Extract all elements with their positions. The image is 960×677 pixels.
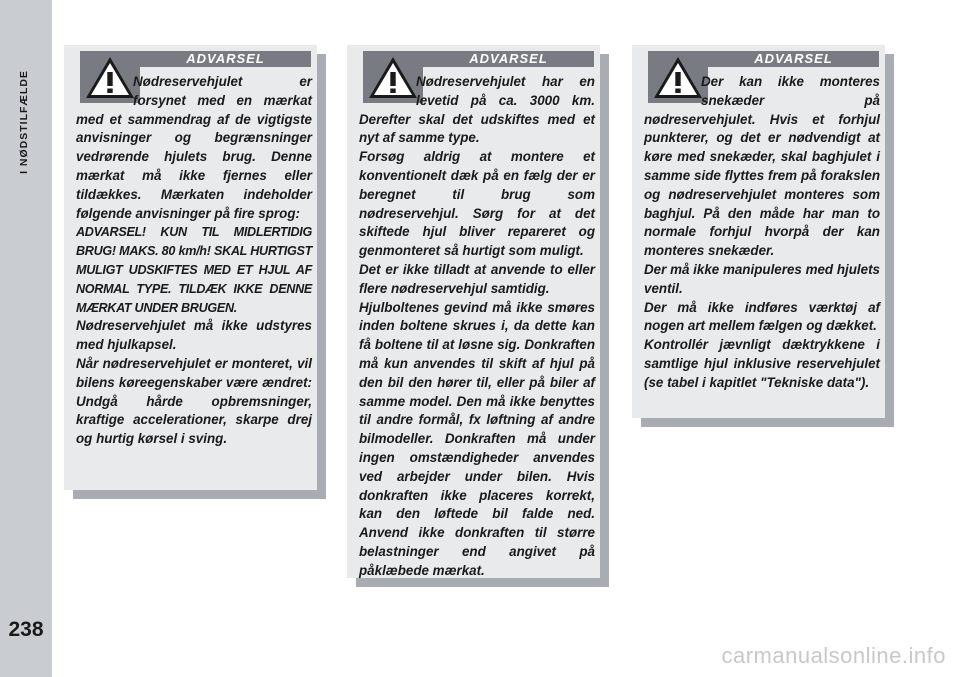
- warning-body: [76, 73, 312, 449]
- section-title-label: I NØDSTILFÆLDE: [18, 70, 30, 174]
- warning-header: ADVARSEL: [423, 51, 594, 67]
- warning-body: [644, 73, 880, 393]
- warning-paragraph: Der må ikke manipuleres med hjulets ventil.: [644, 261, 880, 296]
- warning-paragraph: Kontrollér jævnligt dæktrykkene i samtlige hjul inklusive reservehjulet (se tabel i kapitlet "Tekniske data").: [644, 337, 880, 390]
- warning-paragraph: Nødreservehjulet er forsynet med en mærkat med et sammendrag af de vigtigste anvisninger og begrænsninger vedrørende hjulets brug. Denne mærkat må ikke fjernes eller tildækkes. Mærkaten indeholder følgende anvisninger på fire sprog:: [76, 74, 312, 221]
- page-number: 238: [8, 618, 44, 641]
- warning-paragraph: Forsøg aldrig at montere et konventionelt dæk på en fælg der er beregnet til brug som nødreservehjul. Sørg for at det skiftede hjul bliver repareret og genmonteret så hurtigt som muligt.: [359, 149, 595, 259]
- warning-paragraph: Når nødreservehjulet er monteret, vil bilens køreegenskaber være ændret: Undgå hårde opbremsninger, kraftige accelerationer, skarpe drej og hurtig kørsel i sving.: [76, 355, 312, 447]
- warning-header: ADVARSEL: [708, 51, 879, 67]
- warning-paragraph: Det er ikke tilladt at anvende to eller flere nødreservehjul samtidig.: [359, 261, 595, 296]
- warning-header: ADVARSEL: [140, 51, 311, 67]
- icon-spacer: [359, 73, 416, 109]
- warning-paragraph: Hjulboltenes gevind må ikke smøres inden boltene skrues i, da dette kan få boltene til at løsne sig. Donkraften må kun anvendes til skift af hjul på den bil den hører til, eller på biler af samme model. Den må ikke benyttes til andre formål, fx løftning af andre bilmodeller. Donkraften må under ingen omstændigheder anvendes ved arbejder under bilen. Hvis donkraften ikke placeres korrekt, kan den løftede bil falde ned. Anvend ikke donkraften til større belastninger end angivet på påklæbede mærkat.: [359, 299, 595, 578]
- warning-box-2: [347, 45, 609, 587]
- icon-spacer: [644, 73, 701, 109]
- warning-body: [359, 73, 595, 581]
- warning-paragraph: Der kan ikke monteres snekæder på nødreservehjulet. Hvis et forhjul punkterer, og det er nødvendigt at køre med snekæder, skal baghjulet i samme side flyttes frem på forakslen og nødreservehjulet monteres som baghjul. På den måde har man to normale forhjul hvorpå der kan monteres snekæder.: [644, 74, 880, 259]
- warning-paragraph: Nødreservehjulet har en levetid på ca. 3000 km. Derefter skal det udskiftes med et nyt af samme type.: [359, 74, 595, 146]
- section-title: [10, 42, 38, 202]
- icon-spacer: [76, 73, 133, 109]
- warning-box-3: [632, 45, 894, 427]
- warning-box-1: [64, 45, 326, 499]
- warning-paragraph: Der må ikke indføres værktøj af nogen art mellem fælgen og dækket.: [644, 299, 880, 334]
- watermark: carmanualsonline.info: [721, 643, 946, 668]
- warning-paragraph: ADVARSEL! KUN TIL MIDLERTIDIG BRUG! MAKS. 80 km/h! SKAL HURTIGST MULIGT UDSKIFTES MED ET HJUL AF NORMAL TYPE. TILDÆK IKKE DENNE MÆRKAT UNDER BRUGEN.: [76, 225, 312, 315]
- warning-paragraph: Nødreservehjulet må ikke udstyres med hjulkapsel.: [76, 318, 312, 353]
